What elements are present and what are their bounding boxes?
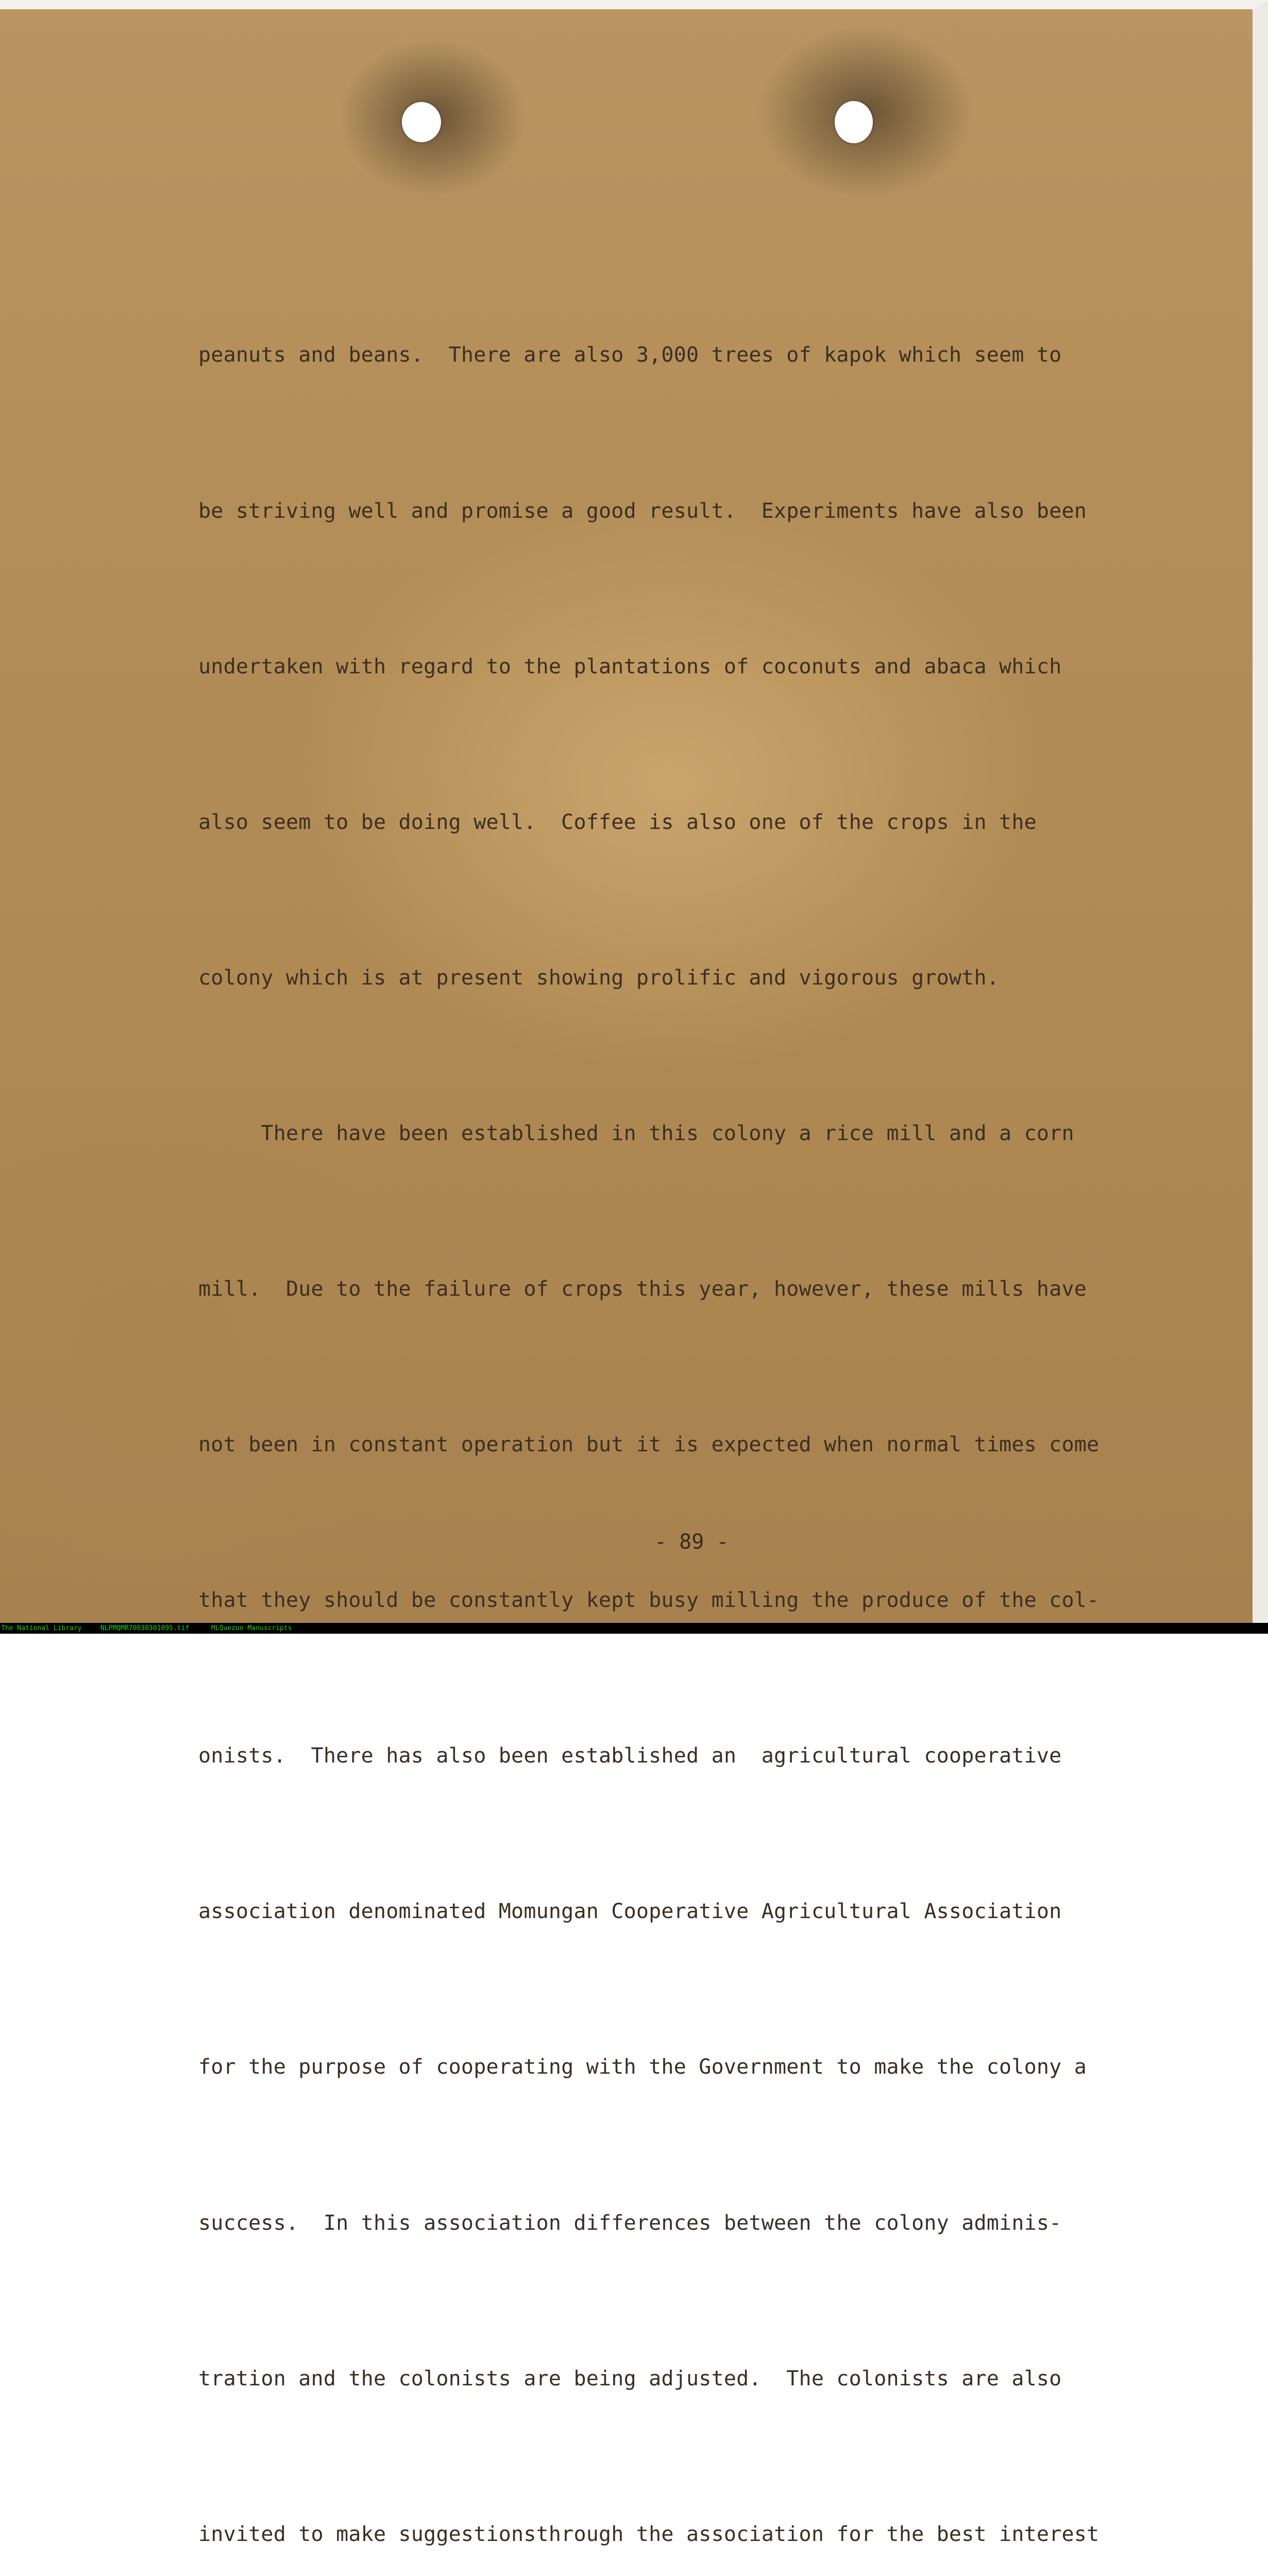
text-line: be striving well and promise a good result. Experiments have also been [198,499,1087,523]
text-line: peanuts and beans. There are also 3,000 trees of kapok which seem to [198,343,1062,367]
footer-collection: MLQuezon Manuscripts [211,1624,292,1632]
text-line: undertaken with regard to the plantations of coconuts and abaca which [198,654,1062,679]
text-line: association denominated Momungan Cooperative Agricultural Association [198,1900,1062,1924]
punch-hole [402,102,441,142]
typed-text-block [198,226,1167,2576]
text-line: for the purpose of cooperating with the Government to make the colony a [198,2055,1087,2079]
text-line: onists. There has also been established an agricultural cooperative [198,1744,1062,1768]
footer-library: The National Library [1,1624,82,1632]
text-line: invited to make suggestionsthrough the association for the best interest [198,2522,1100,2546]
text-line: colony which is at present showing prolific and vigorous growth. [198,965,1000,990]
archive-footer-bar [0,1623,1268,1634]
text-line: tration and the colonists are being adjusted. The colonists are also [198,2366,1062,2391]
footer-file: NLPMQMR70030301095.tif [100,1624,190,1632]
text-line: also seem to be doing well. Coffee is also one of the crops in the [198,810,1037,834]
text-line: not been in constant operation but it is expected when normal times come [198,1433,1100,1457]
text-line: that they should be constantly kept busy milling the produce of the col- [198,1588,1100,1613]
text-line: mill. Due to the failure of crops this year, however, these mills have [198,1277,1087,1301]
punch-hole [835,101,873,143]
page-number: - 89 - [654,1530,729,1554]
text-line: There have been established in this colony a rice mill and a corn [198,1121,1074,1145]
text-line: success. In this association differences between the colony adminis- [198,2211,1062,2235]
